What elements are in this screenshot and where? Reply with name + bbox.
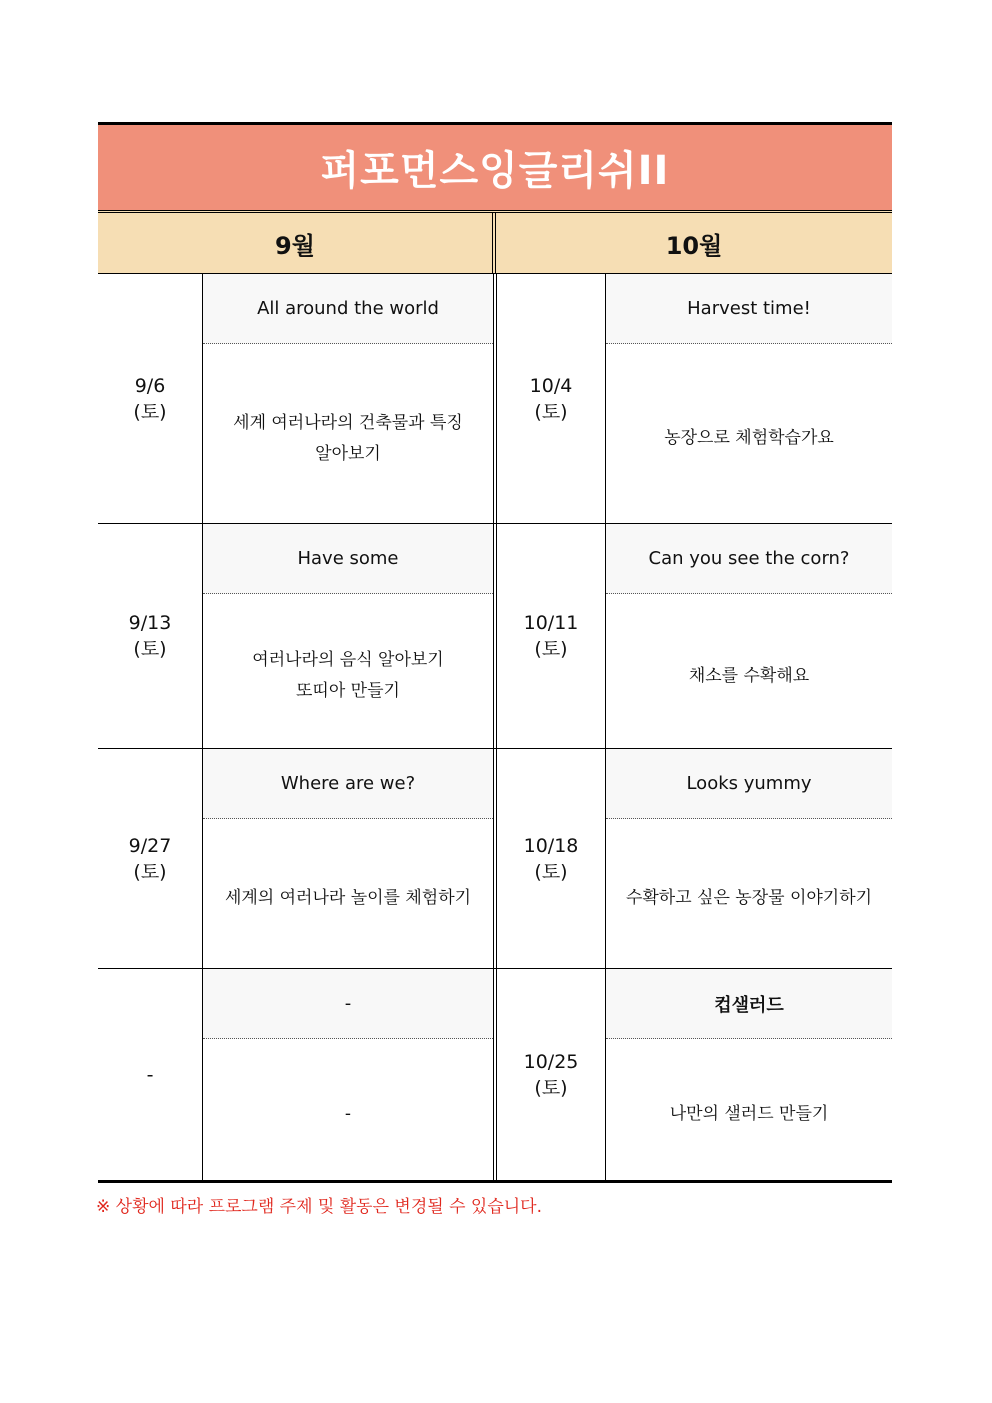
table-row [98, 274, 892, 524]
content-cell [203, 524, 497, 748]
day-label: (토) [534, 1076, 568, 1099]
activity-text: 수확하고 싶은 농장물 이야기하기 [625, 888, 873, 908]
schedule-table [98, 122, 892, 1183]
activity-text: 세계의 여러나라 놀이를 체험하기 [224, 888, 472, 908]
activity-text: 나만의 샐러드 만들기 [669, 1104, 829, 1124]
table-row [98, 749, 892, 969]
date-label: 9/6 [134, 374, 166, 397]
date-label: - [146, 1063, 154, 1086]
activity-text: 채소를 수확해요 [688, 665, 810, 686]
topic-label: Where are we? [203, 749, 493, 819]
day-label: (토) [133, 860, 167, 883]
activity-text: 여러나라의 음식 알아보기 또띠아 만들기 [252, 650, 444, 701]
topic-label: Harvest time! [606, 274, 892, 344]
month-header-september: 9월 [98, 213, 496, 273]
date-label: 10/11 [523, 612, 579, 634]
day-label: (토) [534, 638, 568, 660]
day-label: (토) [133, 638, 167, 660]
day-label: (토) [534, 860, 568, 883]
content-cell [203, 274, 497, 523]
date-label: 9/13 [128, 612, 172, 634]
day-label: (토) [133, 400, 167, 423]
date-label: 9/27 [128, 834, 172, 857]
date-cell [497, 524, 606, 748]
topic-label: Have some [203, 524, 493, 594]
topic-label: - [203, 969, 493, 1039]
topic-label: All around the world [203, 274, 493, 344]
month-header-october: 10월 [665, 231, 723, 260]
date-cell [497, 749, 606, 968]
activity-text: - [344, 1104, 352, 1124]
month-header-row [98, 210, 892, 274]
topic-label: Looks yummy [606, 749, 892, 819]
table-row [98, 524, 892, 749]
table-row [98, 969, 892, 1183]
day-label: (토) [534, 400, 568, 423]
page-title: 퍼포먼스잉글리쉬II [98, 122, 892, 210]
date-cell [98, 969, 203, 1180]
date-cell [98, 524, 203, 748]
content-cell [203, 749, 497, 968]
content-cell [606, 749, 892, 968]
notice-text: ※ 상황에 따라 프로그램 주제 및 활동은 변경될 수 있습니다. [96, 1197, 542, 1217]
topic-label: Can you see the corn? [606, 524, 892, 594]
date-cell [98, 274, 203, 523]
activity-text: 세계 여러나라의 건축물과 특징 알아보기 [233, 412, 463, 464]
date-label: 10/25 [523, 1050, 579, 1073]
content-cell [606, 969, 892, 1180]
date-cell [497, 969, 606, 1180]
date-cell [98, 749, 203, 968]
date-label: 10/18 [523, 834, 579, 857]
date-label: 10/4 [529, 374, 573, 397]
content-cell [606, 274, 892, 523]
content-cell [606, 524, 892, 748]
activity-text: 농장으로 체험학습가요 [664, 428, 834, 448]
topic-label: 컵샐러드 [606, 969, 892, 1039]
date-cell [497, 274, 606, 523]
content-cell [203, 969, 497, 1180]
